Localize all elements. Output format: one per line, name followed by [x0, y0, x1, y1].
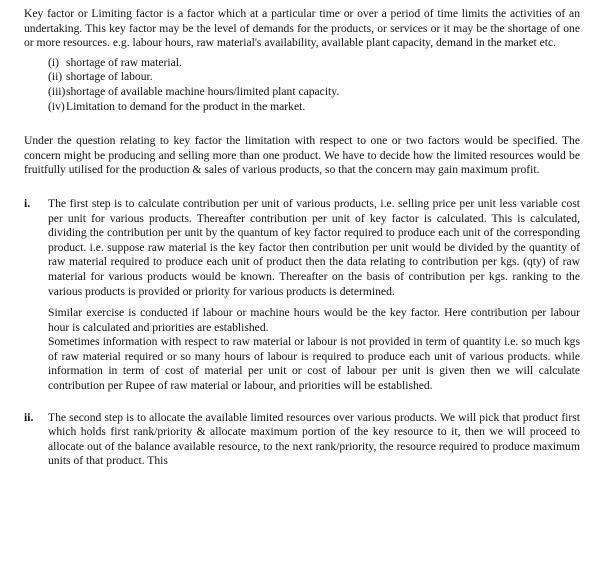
list-item-number: (ii): [48, 70, 63, 84]
intro-paragraph: Key factor or Limiting factor is a factor which at a particular time or over a period of time limits the activities of an undertaking. This key factor may be the level of demands for the products, or services or it may be the shortage of one or more resources. e.g. labour hours, raw material's availability, available plant capacity, demand in the market etc.: [24, 7, 580, 50]
key-factor-paragraph: Under the question relating to key factor the limitation with respect to one or two factors would be specified. The concern might be producing and selling more than one product. We have to decide how the limited resources would be fruitfully utilised for the production & sales of various products, so that the concern may gain maximum profit.: [24, 134, 580, 177]
step-paragraph: The second step is to allocate the available limited resources over various products. We will pick that product first which holds first rank/priority & allocate maximum portion of the key resource to it, then we will proceed to allocate out of the balance available resource, to the next rank/priority, the resource required to produce maximum units of that product. This: [48, 410, 580, 468]
list-item-number: (i): [48, 55, 59, 69]
step-paragraph: Similar exercise is conducted if labour or machine hours would be the key factor. Here contribution per labour hour is calculated and priorities are established.: [48, 306, 580, 334]
step-item: [24, 197, 580, 394]
list-item: [48, 56, 580, 71]
list-item-number: (iv): [48, 99, 65, 113]
step-marker: ii.: [24, 410, 34, 424]
list-item-text: Limitation to demand for the product in the market.: [66, 99, 306, 113]
step-paragraph: The first step is to calculate contribution per unit of various products, i.e. selling price per unit less variable cost per unit for various products. Thereafter contribution per unit of key factor is calculated. This is calculated, dividing the contribution per unit by the quantum of key factor required to produce each unit of the corresponding product. i.e. suppose raw material is the key factor then contribution per unit would be divided by the quantity of raw material required to produce each unit of product then the data relating to contribution per kgs. (qty) of raw material for various products would be known. Thereafter on the basis of contribution per kgs. ranking to the various products is provided or priority for various products is determined.: [48, 196, 580, 298]
list-item: [48, 70, 580, 85]
list-item: [48, 100, 580, 115]
factor-list: [48, 56, 580, 114]
list-item: [48, 85, 580, 100]
step-marker: i.: [24, 196, 31, 210]
step-paragraph: Sometimes information with respect to raw material or labour is not provided in term of quantity i.e. so much kgs of raw material required or so many hours of labour is required to produce each unit of various products. while information in term of cost of material per unit or cost of labour per unit is given then we will calculate contribution per Rupee of raw material or labour, and priorities will be established.: [48, 335, 580, 393]
step-body: [48, 197, 580, 394]
list-item-text: shortage of raw material.: [66, 55, 182, 69]
step-body: [48, 411, 580, 469]
steps-list: [24, 197, 580, 469]
step-item: [24, 411, 580, 469]
list-item-text: shortage of available machine hours/limited plant capacity.: [66, 84, 340, 98]
list-item-number: (iii): [48, 84, 66, 98]
list-item-text: shortage of labour.: [66, 70, 153, 84]
